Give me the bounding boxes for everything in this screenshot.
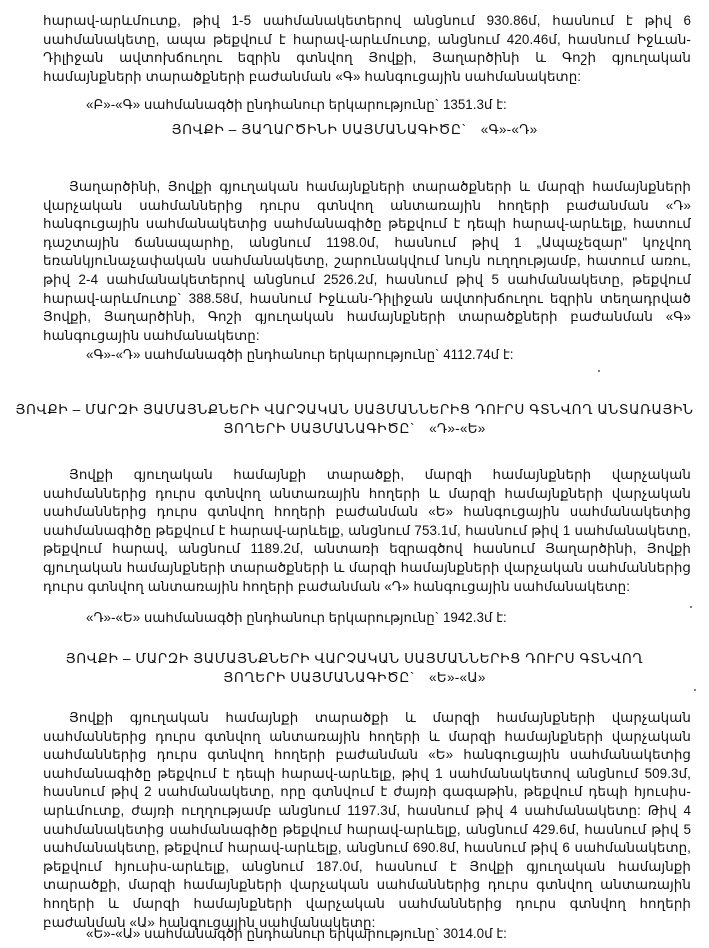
section-heading-d-e-line1: ՅՈՎՔԻ – ՄԱՐԶԻ ՅԱՄԱՅՆՔՆԵՐԻ ՎԱՐՉԱԿԱՆ ՍԱՅՄԱՆՆԵՐԻՑ ԴՈՒՐՍ ԳՏՆՎՈՂ ԱՆՏԱՌԱՅԻՆ — [15, 402, 694, 417]
section-heading-g-d-title: ՅՈՎՔԻ – ՅԱՂԱՐԾԻՆԻ ՍԱՅՄԱՆԱԳԻԾԸ` — [171, 122, 467, 137]
section-heading-d-e — [0, 401, 709, 438]
section-heading-d-e-line2: ՅՈՂԵՐԻ ՍԱՅՄԱՆԱԳԻԾԸ` — [223, 420, 416, 436]
section-heading-e-a-tag: «Ե»-«Ա» — [429, 669, 486, 685]
section-heading-g-d-tag: «Գ»-«Դ» — [480, 122, 538, 137]
scan-speck — [598, 370, 600, 372]
total-length-d-e: «Դ»-«Ե» սահմանագծի ընդհանուր երկարությունը` 1942.3մ է: — [86, 610, 507, 625]
total-length-e-a: «Ե»-«Ա» սահմանագծի ընդհանուր երկարությունը` 3014.0մ է: — [86, 926, 507, 941]
total-length-b-g: «Բ»-«Գ» սահմանագծի ընդհանուր երկարությունը` 1351.3մ է: — [86, 97, 507, 112]
scan-speck — [690, 606, 692, 608]
section-heading-g-d — [0, 121, 709, 140]
section-heading-e-a-line1: ՅՈՎՔԻ – ՄԱՐԶԻ ՅԱՄԱՅՆՔՆԵՐԻ ՎԱՐՉԱԿԱՆ ՍԱՅՄԱՆՆԵՐԻՑ ԴՈՒՐՍ ԳՏՆՎՈՂ — [65, 651, 644, 666]
paragraph-d-e: Յովքի գյուղական համայնքի տարածքի, մարզի համայնքների վարչական սահմաններից դուրս գտնվող անտառային հողերի և մարզի համայնքների վարչական սահմաններից դուրս գտնվող հողերի բաժանման «Ե» հանգուցային սահմանակետից սահմանագիծը թեքվում է հարավ-արևելք, անցնում 753.1մ, հասնում թիվ 1 սահմանակետը, թեքվում հարավ, անցնում 1189.2մ, անտառի եզրագծով հասնում Յաղարծինի, Յովքի գյուղական համայնքների տարածքների և մարզի համայնքների վարչական սահմաններից դուրս գտնվող անտառային հողերի բաժանման «Դ» հանգուցային սահմանակետը: — [43, 467, 691, 594]
paragraph-b-g-continuation: հարավ-արևմուտք, թիվ 1-5 սահմանակետերով անցնում 930.86մ, հասնում է թիվ 6 սահմանակետը, ապա թեքվում է հարավ-արևմուտք, անցնում 420.46մ, հասնում Իջևան-Դիլիջան ավտոխճուղու եզրին գտնվող Յովքի, Յաղարծինի և Գոշի գյուղական համայնքների տարածքների բաժանման «Գ» հանգուցային սահմանակետը: — [43, 13, 691, 84]
total-length-g-d: «Գ»-«Դ» սահմանագծի ընդհանուր երկարությունը` 4112.74մ է: — [86, 347, 514, 362]
scan-speck — [694, 689, 696, 691]
section-heading-e-a — [0, 650, 709, 687]
section-heading-d-e-tag: «Դ»-«Ե» — [429, 420, 486, 436]
paragraph-e-a: Յովքի գյուղական համայնքի տարածքի և մարզի համայնքների վարչական սահմաններից դուրս գտնվող անտառային հողերի և մարզի համայնքների վարչական սահմաններից դուրս գտնվող հողերի բաժանման «Ե» հանգուցային սահմանակետից սահմանագիծը թեքվում է դեպի հարավ-արևելք, թիվ 1 սահմանակետով անցնում 509.3մ, հասնում թիվ 2 սահմանակետը, որը գտնվում է ժայռի գագաթին, թեքվում դեպի հյուսիս-արևմուտք, ժայռի ուղղությամբ անցնում 1197.3մ, հասնում թիվ 4 սահմանակետը: Թիվ 4 սահմանակետից սահմանագիծը թեքվում հարավ-արևելք, անցնում 429.6մ, հասնում թիվ 5 սահմանակետը, թեքվում հարավ-արևելք, անցնում 690.8մ, հասնում թիվ 6 սահմանակետը, թեքվում հյուսիս-արևելք, անցնում 187.0մ, հասնում է Յովքի գյուղական համայնքի տարածքի, մարզի համայնքների վարչական սահմաններից դուրս գտնվող անտառային հողերի և մարզի համայնքների վարչական սահմաններից դուրս գտնվող հողերի բաժանման «Ա» հանգուցային սահմանակետը: — [43, 710, 691, 930]
paragraph-g-d: Յաղարծինի, Յովքի գյուղական համայնքների տարածքների և մարզի համայնքների վարչական սահմաններից դուրս գտնվող անտառային հողերի բաժանման «Դ» հանգուցային սահմանակետից սահմանագիծը թեքվում է դեպի հարավ-արևելք, հատում դաշտային ճանապարհը, անցնում 1198.0մ, հասնում թիվ 1 „Ապաչեզար" կոչվող եռանկյունաչափական սահմանակետը, շարունակվում նույն ուղղությամբ, հատում առու, թիվ 2-4 սահմանակետերով անցնում 2526.2մ, հասնում թիվ 5 սահմանակետը, թեքվում հարավ-արևմուտք` 388.58մ, հասնում Իջևան-Դիլիջան ավտոխճուղու եզրին տեղադրված Յովքի, Յաղարծինի, Գոշի գյուղական համայնքների տարածքների բաժանման «Գ» հանգուցային սահմանակետը: — [43, 179, 691, 343]
section-heading-e-a-line2: ՅՈՂԵՐԻ ՍԱՅՄԱՆԱԳԻԾԸ` — [223, 669, 416, 685]
